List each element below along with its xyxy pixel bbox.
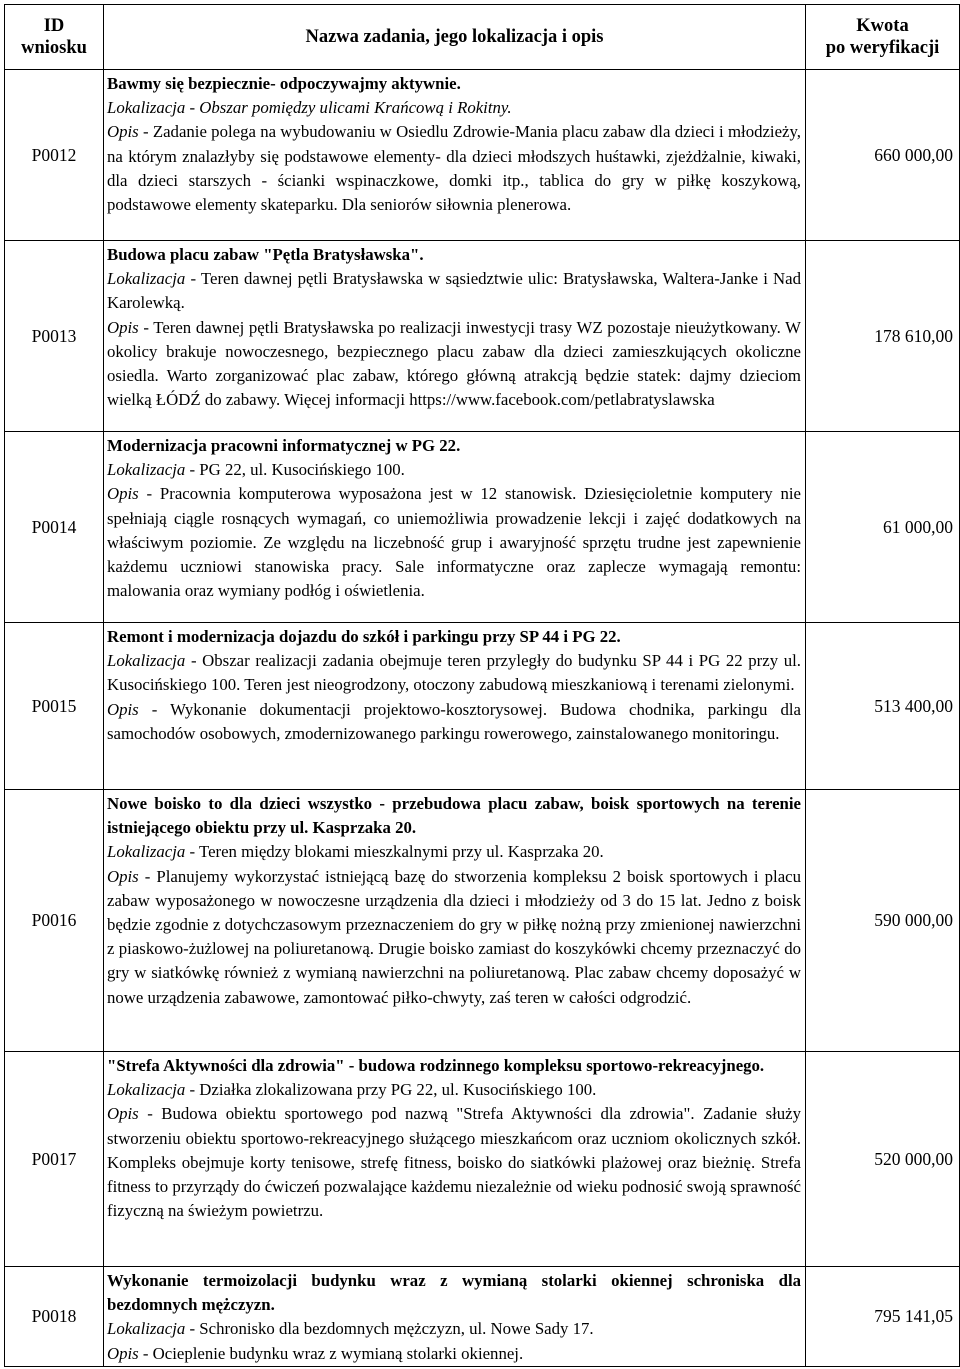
description-text: - Budowa obiektu sportowego pod nazwą "Strefa Aktywności dla zdrowia". Zadanie służy stworzeniu obiektu sportowo-rekreacyjnego służącego mieszkańcom oraz uczniom okolicznych szkół. Kompleks obejmuje korty tenisowe, strefę fitness, boisko do siatkówki plażowej oraz bieżnię. Strefa fitness to przyrządy do ćwiczeń pozwalające każdemu niezależnie od wieku podnosić swoją sprawność fizyczną na świeżym powietrzu.	[107, 1104, 801, 1221]
row-amount: 795 141,05	[806, 1267, 960, 1367]
location-text: - PG 22, ul. Kusocińskiego 100.	[185, 460, 405, 480]
task-location	[107, 840, 801, 864]
row-id: P0013	[5, 241, 104, 432]
table-row	[5, 241, 960, 432]
row-amount: 590 000,00	[806, 790, 960, 1052]
task-location	[107, 267, 801, 315]
location-text: - Działka zlokalizowana przy PG 22, ul. Kusocińskiego 100.	[185, 1080, 597, 1100]
task-location	[107, 96, 801, 120]
header-id	[5, 5, 104, 70]
task-description	[107, 120, 801, 217]
projects-table	[4, 4, 960, 1367]
table-body	[5, 70, 960, 1367]
description-label: Opis	[107, 317, 139, 337]
table-row	[5, 1267, 960, 1367]
task-title: Nowe boisko to dla dzieci wszystko - przebudowa placu zabaw, boisk sportowych na terenie istniejącego obiektu przy ul. Kasprzaka 20.	[107, 794, 801, 838]
task-location	[107, 1078, 801, 1102]
task-description	[107, 1342, 801, 1366]
task-location	[107, 458, 801, 482]
task-description	[107, 865, 801, 1010]
row-id: P0014	[5, 432, 104, 623]
row-description-cell	[104, 1267, 806, 1367]
row-description-cell	[104, 1052, 806, 1267]
row-amount: 520 000,00	[806, 1052, 960, 1267]
row-id: P0016	[5, 790, 104, 1052]
row-id: P0015	[5, 623, 104, 790]
header-amount-line2: po weryfikacji	[825, 38, 940, 58]
description-label: Opis	[107, 1104, 139, 1124]
description-text: - Teren dawnej pętli Bratysławska po realizacji inwestycji trasy WZ pozostaje nieużytkowany. W okolicy brakuje nowoczesnego, bezpiecznego placu zabaw dla dzieci zamieszkujących okoliczne osiedla. Warto zorganizować plac zabaw, którego główną atrakcją będzie statek: dajmy dzieciom wielką ŁÓDŹ do zabawy. Więcej informacji https://www.facebook.com/petlabratyslawska	[107, 317, 801, 410]
row-description-cell	[104, 623, 806, 790]
table-row	[5, 790, 960, 1052]
task-description	[107, 1102, 801, 1223]
description-label: Opis	[107, 122, 139, 142]
task-title: Bawmy się bezpiecznie- odpoczywajmy aktywnie.	[107, 74, 461, 93]
task-location	[107, 1317, 801, 1341]
header-id-line1: ID	[43, 16, 65, 36]
table-row	[5, 432, 960, 623]
task-title: Remont i modernizacja dojazdu do szkół i parkingu przy SP 44 i PG 22.	[107, 627, 621, 646]
location-label: Lokalizacja	[107, 651, 186, 671]
row-amount: 178 610,00	[806, 241, 960, 432]
row-description-cell	[104, 432, 806, 623]
task-title: Wykonanie termoizolacji budynku wraz z wymianą stolarki okiennej schroniska dla bezdomnych mężczyzn.	[107, 1271, 801, 1315]
row-amount: 660 000,00	[806, 70, 960, 241]
task-description	[107, 316, 801, 413]
row-amount: 513 400,00	[806, 623, 960, 790]
row-id: P0017	[5, 1052, 104, 1267]
table-row	[5, 1052, 960, 1267]
description-label: Opis	[107, 699, 139, 719]
header-id-line2: wniosku	[21, 38, 87, 58]
location-label: Lokalizacja	[107, 98, 186, 118]
location-text: - Schronisko dla bezdomnych mężczyzn, ul. Nowe Sady 17.	[185, 1319, 594, 1339]
location-text: - Teren między blokami mieszkalnymi przy ul. Kasprzaka 20.	[185, 842, 604, 862]
task-title: "Strefa Aktywności dla zdrowia" - budowa rodzinnego kompleksu sportowo-rekreacyjnego.	[107, 1056, 765, 1075]
task-title: Modernizacja pracowni informatycznej w PG 22.	[107, 436, 461, 455]
description-label: Opis	[107, 484, 139, 504]
description-text: - Planujemy wykorzystać istniejącą bazę do stworzenia kompleksu 2 boisk sportowych i placu zabaw wyposażonego w nowoczesne urządzenia dla dzieci i młodzieży od 3 do 15 lat. Jedno z boisk będzie zgodnie z dotychczasowym przeznaczeniem do gry w piłkę nożną przy zmienionej nawierzchni z piaskowo-żużlowej na poliuretanową. Drugie boisko zamiast do koszykówki chcemy przeznaczyć do gry w siatkówkę również z wymianą nawierzchni na poliuretanową. Plac zabaw chcemy doposażyć w nowe urządzenia zabawowe, zamontować piłko-chwyty, zaś teren w całości odgrodzić.	[107, 866, 801, 1007]
location-label: Lokalizacja	[107, 269, 186, 289]
description-label: Opis	[107, 1343, 139, 1363]
header-description: Nazwa zadania, jego lokalizacja i opis	[104, 5, 806, 70]
row-id: P0018	[5, 1267, 104, 1367]
location-label: Lokalizacja	[107, 460, 186, 480]
description-text: - Zadanie polega na wybudowaniu w Osiedlu Zdrowie-Mania placu zabaw dla dzieci i młodzieży, na którym znalazłyby się podstawowe elementy- dla dzieci młodszych huśtawki, zjeżdżalnie, kiwaki, dla dzieci starszych - ścianki wspinaczkowe, domki itp., tablica do gry w piłkę koszykową, podstawowe elementy skateparku. Dla seniorów siłownia plenerowa.	[107, 122, 801, 215]
location-label: Lokalizacja	[107, 1080, 186, 1100]
location-label: Lokalizacja	[107, 1319, 186, 1339]
table-row	[5, 70, 960, 241]
task-description	[107, 482, 801, 603]
header-amount-line1: Kwota	[856, 16, 909, 36]
location-label: Lokalizacja	[107, 842, 186, 862]
row-description-cell	[104, 70, 806, 241]
table-header	[5, 5, 960, 70]
description-label: Opis	[107, 866, 139, 886]
task-title: Budowa placu zabaw "Pętla Bratysławska".	[107, 245, 424, 264]
task-description	[107, 698, 801, 746]
description-text: - Pracownia komputerowa wyposażona jest w 12 stanowisk. Dziesięcioletnie komputery nie spełniają ciągle rosnących wymagań, co uniemożliwia prowadzenie lekcji i zajęć dodatkowych na właściwym poziomie. Ze względu na liczebność grup i awaryjność sprzętu trudne jest zapewnienie każdemu uczniowi stanowiska pracy. Sale informatyczne oraz zaplecze wymagają remontu: malowania oraz wymiany podłóg i oświetlenia.	[107, 484, 801, 601]
location-text: - Obszar pomiędzy ulicami Krańcową i Rokitny.	[185, 98, 512, 118]
description-text: - Ocieplenie budynku wraz z wymianą stolarki okiennej.	[138, 1343, 524, 1363]
description-text: - Wykonanie dokumentacji projektowo-kosztorysowej. Budowa chodnika, parkingu dla samochodów osobowych, zmodernizowanego parkingu rowerowego, zainstalowanego monitoringu.	[107, 699, 801, 743]
location-text: - Obszar realizacji zadania obejmuje teren przyległy do budynku SP 44 i PG 22 przy ul. Kusocińskiego 100. Teren jest nieogrodzony, otoczony zabudową mieszkaniową i terenami zielonymi.	[107, 651, 801, 695]
row-amount: 61 000,00	[806, 432, 960, 623]
row-id: P0012	[5, 70, 104, 241]
location-text: - Teren dawnej pętli Bratysławska w sąsiedztwie ulic: Bratysławska, Waltera-Janke i Nad Karolewką.	[107, 269, 801, 313]
task-location	[107, 649, 801, 697]
row-description-cell	[104, 241, 806, 432]
row-description-cell	[104, 790, 806, 1052]
table-row	[5, 623, 960, 790]
header-amount	[806, 5, 960, 70]
